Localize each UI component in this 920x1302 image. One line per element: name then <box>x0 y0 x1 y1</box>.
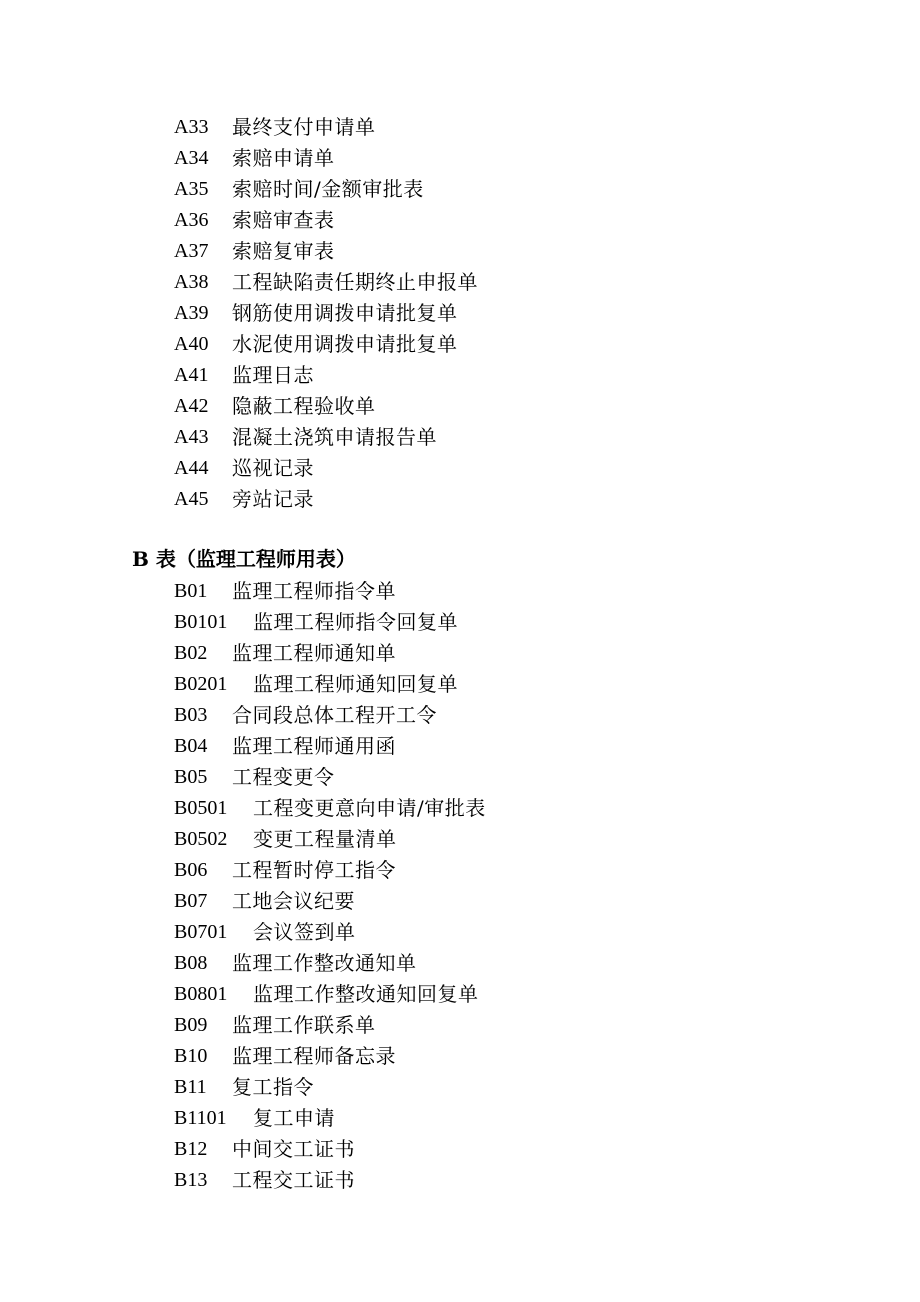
form-name: 索赔时间/金额审批表 <box>232 177 424 201</box>
form-code: A34 <box>174 147 209 169</box>
form-code: B1101 <box>174 1107 227 1129</box>
form-code: A44 <box>174 457 209 479</box>
list-item <box>174 205 478 236</box>
form-code: A42 <box>174 395 209 417</box>
form-code: B12 <box>174 1138 208 1160</box>
form-name: 监理工程师备忘录 <box>232 1044 396 1068</box>
form-code: A36 <box>174 209 209 231</box>
form-name: 监理工程师通知回复单 <box>253 672 458 696</box>
form-code: B10 <box>174 1045 208 1067</box>
form-list-a <box>174 112 478 515</box>
list-item <box>174 793 486 824</box>
list-item <box>174 638 486 669</box>
form-name: 监理工程师指令回复单 <box>253 610 458 634</box>
form-name: 会议签到单 <box>253 920 356 944</box>
list-item <box>174 731 486 762</box>
form-name: 旁站记录 <box>232 487 314 511</box>
form-name: 复工申请 <box>253 1106 335 1130</box>
list-item <box>174 143 478 174</box>
list-item <box>174 1041 486 1072</box>
section-heading-b: B 表（监理工程师用表） <box>132 547 356 571</box>
form-code: B0701 <box>174 921 228 943</box>
form-name: 变更工程量清单 <box>253 827 397 851</box>
form-code: A45 <box>174 488 209 510</box>
list-item <box>174 824 486 855</box>
form-name: 复工指令 <box>232 1075 314 1099</box>
form-name: 监理工作整改通知单 <box>232 951 417 975</box>
list-item <box>174 360 478 391</box>
form-name: 巡视记录 <box>232 456 314 480</box>
form-code: B13 <box>174 1169 208 1191</box>
list-item <box>174 607 486 638</box>
form-code: B0502 <box>174 828 228 850</box>
form-code: B0201 <box>174 673 228 695</box>
list-item <box>174 1134 486 1165</box>
form-name: 工地会议纪要 <box>232 889 355 913</box>
form-name: 索赔审查表 <box>232 208 335 232</box>
form-name: 监理日志 <box>232 363 314 387</box>
form-code: B09 <box>174 1014 208 1036</box>
form-name: 水泥使用调拨申请批复单 <box>232 332 458 356</box>
list-item <box>174 1072 486 1103</box>
form-code: B08 <box>174 952 208 974</box>
list-item <box>174 484 478 515</box>
list-item <box>174 886 486 917</box>
form-name: 工程暂时停工指令 <box>232 858 396 882</box>
list-item <box>174 669 486 700</box>
form-name: 工程交工证书 <box>232 1168 355 1192</box>
form-code: B02 <box>174 642 208 664</box>
list-item <box>174 391 478 422</box>
form-name: 工程变更意向申请/审批表 <box>253 796 486 820</box>
list-item <box>174 948 486 979</box>
form-code: A40 <box>174 333 209 355</box>
form-code: B0101 <box>174 611 228 633</box>
form-name: 隐蔽工程验收单 <box>232 394 376 418</box>
form-name: 工程缺陷责任期终止申报单 <box>232 270 478 294</box>
form-code: B01 <box>174 580 208 602</box>
form-name: 监理工作联系单 <box>232 1013 376 1037</box>
form-code: B0801 <box>174 983 228 1005</box>
form-code: B0501 <box>174 797 228 819</box>
form-code: B04 <box>174 735 208 757</box>
form-name: 混凝土浇筑申请报告单 <box>232 425 437 449</box>
form-name: 合同段总体工程开工令 <box>232 703 437 727</box>
list-item <box>174 174 478 205</box>
list-item <box>174 917 486 948</box>
form-code: B06 <box>174 859 208 881</box>
form-code: A39 <box>174 302 209 324</box>
form-code: B07 <box>174 890 208 912</box>
list-item <box>174 576 486 607</box>
list-item <box>174 422 478 453</box>
form-code: B05 <box>174 766 208 788</box>
form-name: 索赔申请单 <box>232 146 335 170</box>
list-item <box>174 267 478 298</box>
form-code: A38 <box>174 271 209 293</box>
form-name: 最终支付申请单 <box>232 115 376 139</box>
list-item <box>174 1010 486 1041</box>
list-item <box>174 298 478 329</box>
form-code: A41 <box>174 364 209 386</box>
list-item <box>174 112 478 143</box>
form-code: A37 <box>174 240 209 262</box>
form-code: B03 <box>174 704 208 726</box>
list-item <box>174 700 486 731</box>
form-name: 监理工程师指令单 <box>232 579 396 603</box>
list-item <box>174 1103 486 1134</box>
form-name: 监理工程师通知单 <box>232 641 396 665</box>
list-item <box>174 236 478 267</box>
form-name: 索赔复审表 <box>232 239 335 263</box>
form-name: 监理工作整改通知回复单 <box>253 982 479 1006</box>
list-item <box>174 979 486 1010</box>
list-item <box>174 1165 486 1196</box>
form-code: A35 <box>174 178 209 200</box>
list-item <box>174 329 478 360</box>
list-item <box>174 453 478 484</box>
form-list-b <box>174 576 486 1196</box>
form-name: 工程变更令 <box>232 765 335 789</box>
form-code: A43 <box>174 426 209 448</box>
list-item <box>174 762 486 793</box>
form-name: 中间交工证书 <box>232 1137 355 1161</box>
form-name: 钢筋使用调拨申请批复单 <box>232 301 458 325</box>
list-item <box>174 855 486 886</box>
form-code: A33 <box>174 116 209 138</box>
form-code: B11 <box>174 1076 207 1098</box>
form-name: 监理工程师通用函 <box>232 734 396 758</box>
